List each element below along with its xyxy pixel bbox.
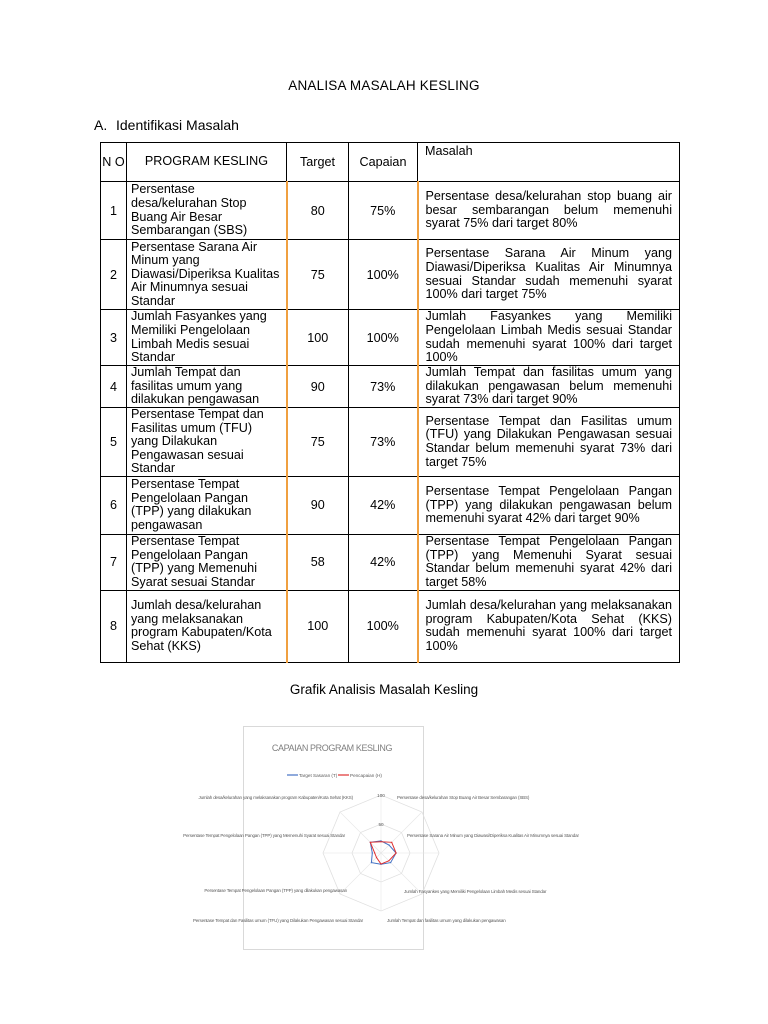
row-masalah: Jumlah Tempat dan fasilitas umum yang dilakukan pengawasan belum memenuhi syarat 73% dari target 90% <box>418 366 680 408</box>
row-masalah: Persentase desa/kelurahan stop buang air besar sembarangan belum memenuhi syarat 75% dari target 80% <box>418 182 680 240</box>
row-no: 4 <box>101 366 127 408</box>
row-target: 75 <box>287 408 349 477</box>
radar-point <box>391 842 392 843</box>
row-target: 90 <box>287 476 349 534</box>
row-target: 100 <box>287 590 349 662</box>
row-capaian: 75% <box>349 182 418 240</box>
row-no: 5 <box>101 408 127 477</box>
row-program: Persentase Tempat dan Fasilitas umum (TFU) yang Dilakukan Pengawasan sesuai Standar <box>127 408 287 477</box>
radar-axis-label: Jumlah desa/kelurahan yang melaksanakan program Kabupaten/Kota Sehat (KKS) <box>198 795 353 800</box>
radar-point <box>372 852 373 853</box>
section-title: Identifikasi Masalah <box>116 117 239 133</box>
radar-point <box>388 844 389 845</box>
row-capaian: 73% <box>349 366 418 408</box>
chart-title: CAPAIAN PROGRAM KESLING <box>271 743 393 753</box>
row-program: Persentase desa/kelurahan Stop Buang Air Besar Sembarangan (SBS) <box>127 182 287 240</box>
radar-spoke <box>340 812 381 853</box>
row-capaian: 42% <box>349 534 418 590</box>
chart-caption: Grafik Analisis Masalah Kesling <box>289 682 479 697</box>
row-target: 58 <box>287 534 349 590</box>
section-number: A. <box>94 117 108 133</box>
legend-label-capaian: Pencapaian (H) <box>350 773 382 778</box>
row-program: Jumlah Fasyankes yang Memiliki Pengelolaan Limbah Medis sesuai Standar <box>127 310 287 366</box>
radar-axis-label: Jumlah Fasyankes yang Memiliki Pengelolaan Limbah Medis sesuai Standar <box>404 889 547 894</box>
header-program: PROGRAM KESLING <box>127 143 287 182</box>
row-masalah: Persentase Tempat Pengelolaan Pangan (TPP) yang dilakukan pengawasan belum memenuhi syarat 42% dari target 90% <box>418 476 680 534</box>
radar-point <box>374 852 375 853</box>
row-capaian: 42% <box>349 476 418 534</box>
row-program: Jumlah Tempat dan fasilitas umum yang dilakukan pengawasan <box>127 366 287 408</box>
row-no: 1 <box>101 182 127 240</box>
radar-axis-label: Jumlah Tempat dan fasilitas umum yang dilakukan pengawasan <box>387 918 506 923</box>
header-capaian: Capaian <box>349 143 418 182</box>
header-target: Target <box>287 143 349 182</box>
row-capaian: 100% <box>349 590 418 662</box>
legend-label-target: Target Sasaran (T) <box>299 773 338 778</box>
row-masalah: Persentase Sarana Air Minum yang Diawasi/Diperiksa Kualitas Air Minumnya sesuai Standar sudah memenuhi syarat 100% dari target 75% <box>418 240 680 310</box>
radar-point <box>370 842 371 843</box>
row-no: 2 <box>101 240 127 310</box>
document-title: ANALISA MASALAH KESLING <box>288 78 480 93</box>
row-program: Persentase Sarana Air Minum yang Diawasi/Diperiksa Kualitas Air Minumnya sesuai Standar <box>127 240 287 310</box>
radar-axis-label: Persentase Sarana Air Minum yang Diawasi/Diperiksa Kualitas Air Minumnya sesuai Standar <box>407 833 579 838</box>
radar-point <box>371 862 372 863</box>
radar-point <box>376 857 377 858</box>
row-capaian: 100% <box>349 310 418 366</box>
row-program: Persentase Tempat Pengelolaan Pangan (TPP) yang Memenuhi Syarat sesuai Standar <box>127 534 287 590</box>
row-target: 100 <box>287 310 349 366</box>
radar-point <box>380 863 381 864</box>
row-program: Persentase Tempat Pengelolaan Pangan (TPP) yang dilakukan pengawasan <box>127 476 287 534</box>
header-no: N O <box>101 143 127 182</box>
row-masalah: Jumlah Fasyankes yang Memiliki Pengelolaan Limbah Medis sesuai Standar sudah memenuhi syarat 100% dari target 100% <box>418 310 680 366</box>
radar-point <box>380 841 381 842</box>
row-capaian: 100% <box>349 240 418 310</box>
row-masalah: Persentase Tempat Pengelolaan Pangan (TPP) yang Memenuhi Syarat sesuai Standar belum memenuhi syarat 42% dari target 58% <box>418 534 680 590</box>
radar-axis-label: Persentase Tempat Pengelolaan Pangan (TPP) yang dilakukan pengawasan <box>204 888 347 893</box>
radar-point <box>388 860 389 861</box>
radar-axis-label: Persentase Tempat dan Fasilitas umum (TFU) yang Dilakukan Pengawasan sesuai Standar <box>192 918 363 923</box>
row-no: 7 <box>101 534 127 590</box>
row-masalah: Persentase Tempat dan Fasilitas umum (TFU) yang Dilakukan Pengawasan sesuai Standar belum memenuhi syarat 73% dari target 75% <box>418 408 680 477</box>
row-no: 8 <box>101 590 127 662</box>
radar-axis-label: Persentase desa/kelurahan Stop Buang Air Besar Sembarangan (SBS) <box>397 795 530 800</box>
radar-tick-label: 50 <box>378 822 384 827</box>
radar-point <box>396 852 397 853</box>
row-target: 80 <box>287 182 349 240</box>
radar-tick-label: 100 <box>377 793 385 798</box>
row-no: 3 <box>101 310 127 366</box>
row-capaian: 73% <box>349 408 418 477</box>
row-masalah: Jumlah desa/kelurahan yang melaksanakan program Kabupaten/Kota Sehat (KKS) sudah memenuhi syarat 100% dari target 100% <box>418 590 680 662</box>
row-program: Jumlah desa/kelurahan yang melaksanakan program Kabupaten/Kota Sehat (KKS) <box>127 590 287 662</box>
row-target: 75 <box>287 240 349 310</box>
radar-spoke <box>381 853 422 894</box>
row-no: 6 <box>101 476 127 534</box>
header-masalah: Masalah <box>418 143 680 182</box>
radar-axis-label: Persentase Tempat Pengelolaan Pangan (TPP) yang Memenuhi Syarat sesuai Standar <box>183 833 345 838</box>
radar-point <box>390 862 391 863</box>
row-target: 90 <box>287 366 349 408</box>
